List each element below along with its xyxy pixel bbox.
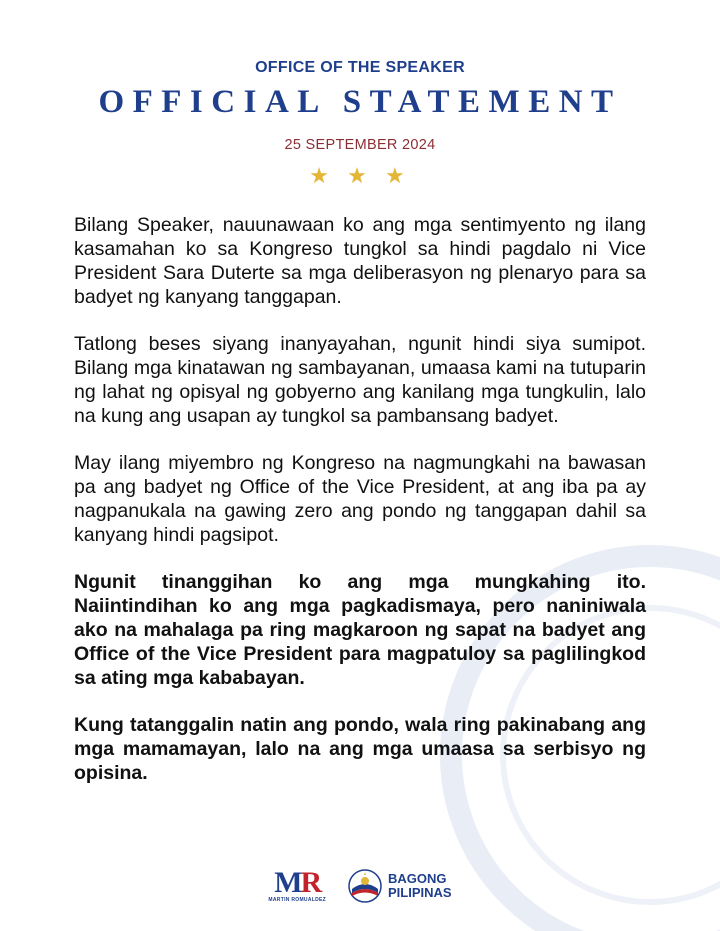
- paragraph-3: May ilang miyembro ng Kongreso na nagmungkahi na bawasan pa ang badyet ng Office of the Vice President, at ang iba pa ay nagpanukala na gawing zero ang pondo ng tanggapan dahil sa kanyang hindi pagsipot.: [74, 452, 646, 546]
- mr-logo-m: M: [274, 866, 301, 899]
- pilipinas-text: PILIPINAS: [388, 885, 452, 900]
- three-stars-icon: ★ ★ ★: [309, 163, 411, 188]
- paragraph-2: Tatlong beses siyang inanyayahan, ngunit hindi siya sumipot. Bilang mga kinatawan ng sambayanan, umaasa kami na tutuparin ng lahat ng opisyal ng gobyerno ang kanilang mga tungkulin, lalo na kung ang usapan ay tungkol sa pambansang badyet.: [74, 333, 646, 427]
- bagong-pilipinas-logo: [348, 869, 452, 903]
- bagong-text: BAGONG: [388, 871, 447, 886]
- bagong-pilipinas-emblem-icon: [348, 869, 382, 903]
- paragraph-5: Kung tatanggalin natin ang pondo, wala ring pakinabang ang mga mamamayan, lalo na ang mga umaasa sa serbisyo ng opisina.: [74, 714, 646, 784]
- office-heading: OFFICE OF THE SPEAKER: [255, 59, 465, 76]
- statement-body: [74, 213, 646, 808]
- paragraph-4: Ngunit tinanggihan ko ang mga mungkahing ito. Naiintindihan ko ang mga pagkadismaya, pero naniniwala ako na mahalaga pa ring magkaroon ng sapat na badyet ang Office of the Vice President para magpatuloy sa paglilingkod sa ating mga kababayan.: [74, 571, 646, 689]
- statement-title: OFFICIAL STATEMENT: [98, 84, 622, 120]
- paragraph-1: Bilang Speaker, nauunawaan ko ang mga sentimyento ng ilang kasamahan ko sa Kongreso tungkol sa hindi pagdalo ni Vice President Sara Duterte sa mga deliberasyon ng plenaryo para sa badyet ng kanyang tanggapan.: [74, 214, 646, 308]
- mr-logo-name: MARTIN ROMUALDEZ: [268, 897, 326, 903]
- footer-logos: [0, 866, 720, 906]
- mr-logo-r: R: [300, 866, 321, 899]
- martin-romualdez-logo: [268, 866, 326, 903]
- statement-date: 25 SEPTEMBER 2024: [284, 137, 436, 153]
